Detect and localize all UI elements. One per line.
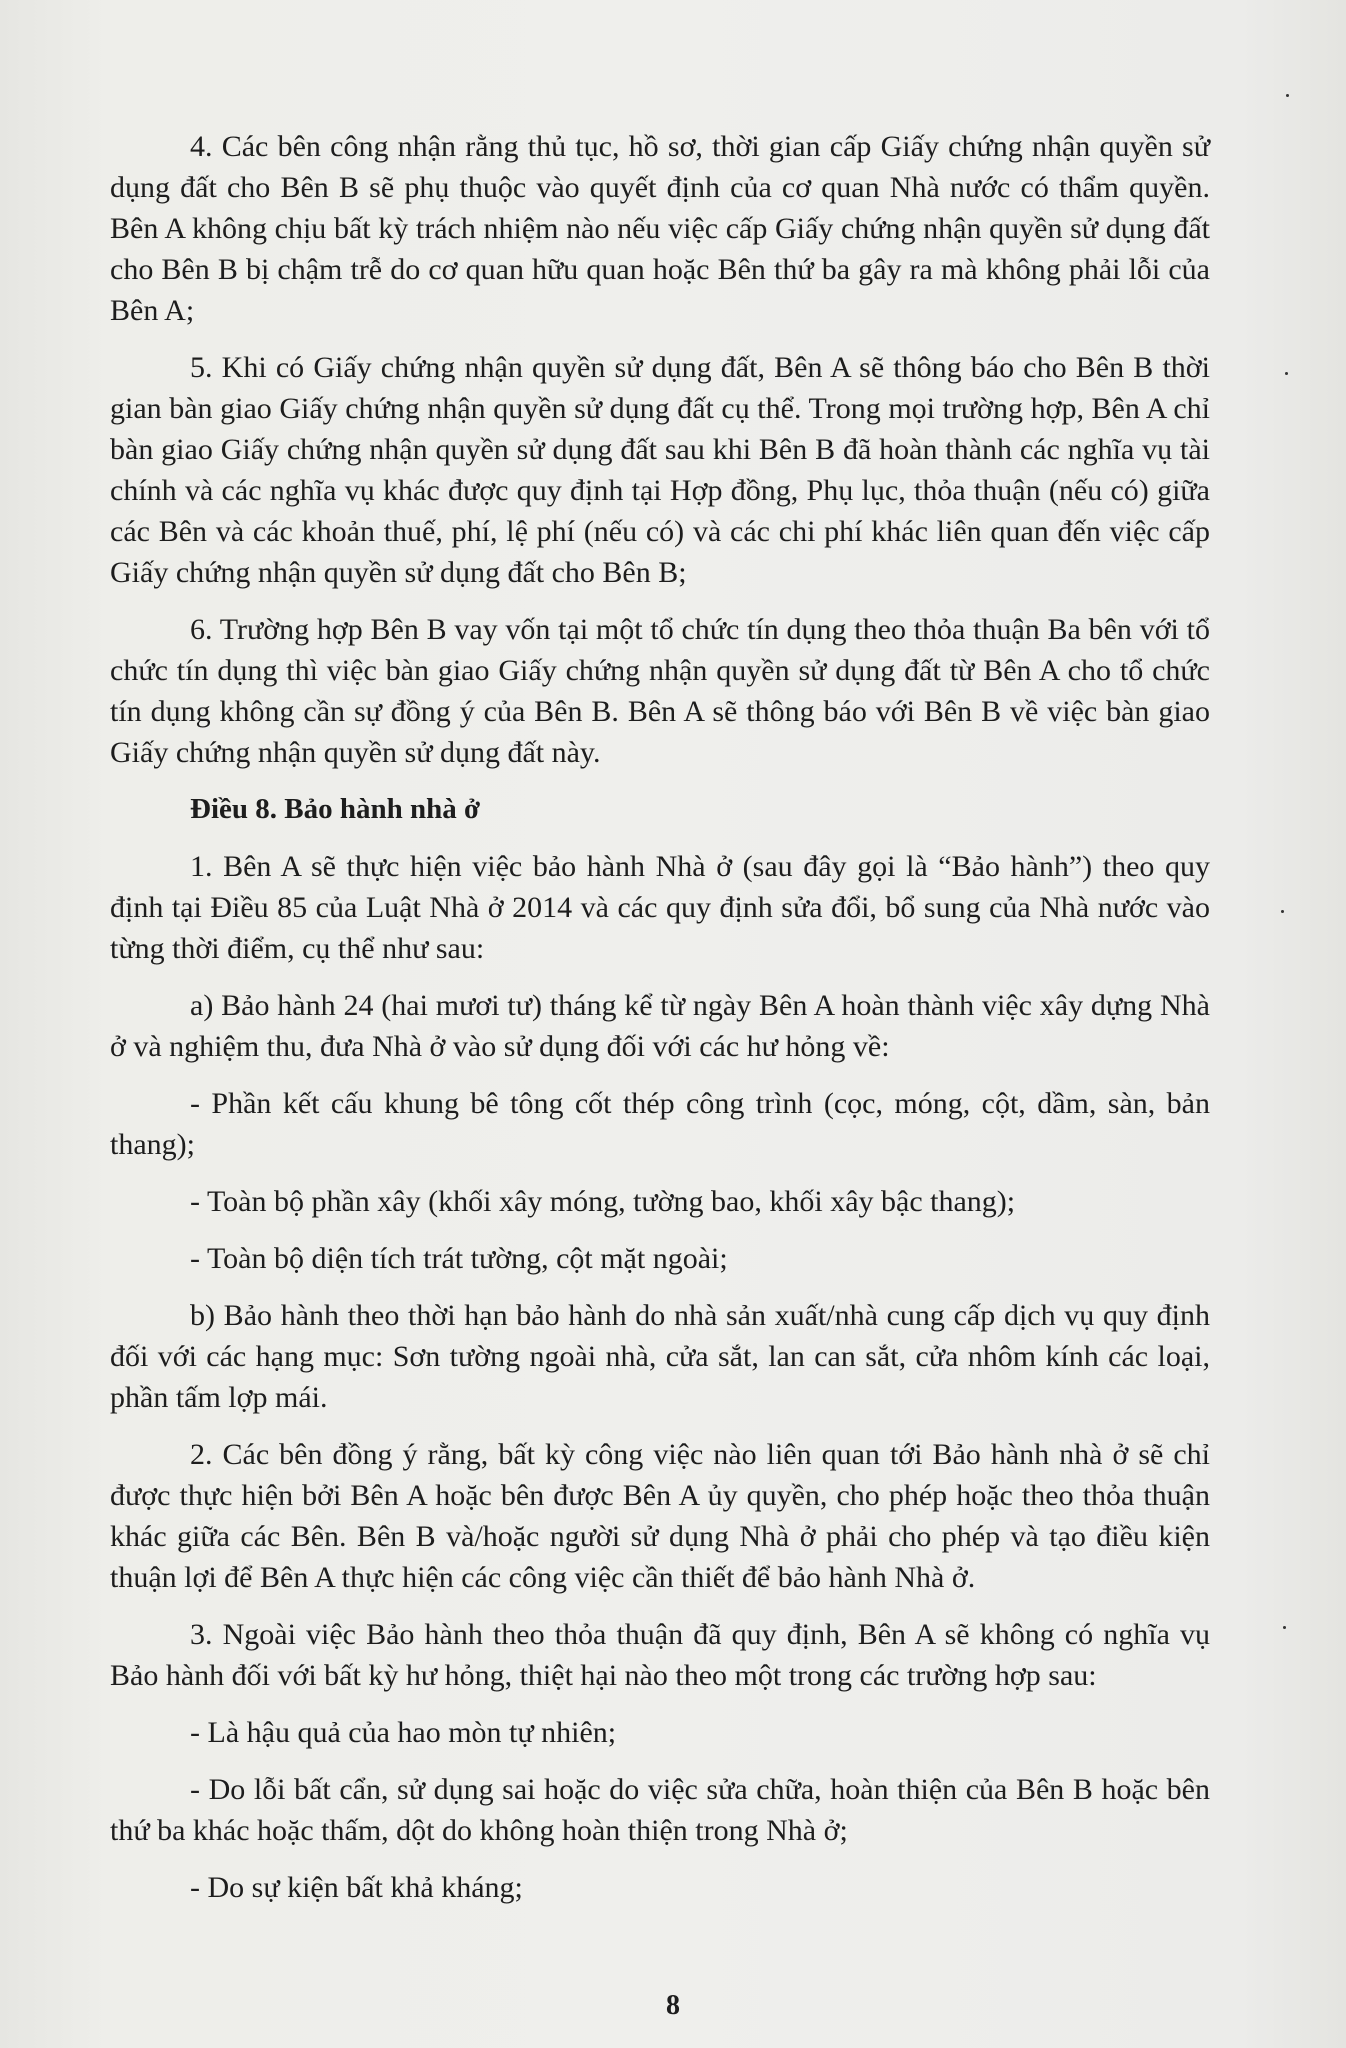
clause-5-paragraph: 5. Khi có Giấy chứng nhận quyền sử dụng đất, Bên A sẽ thông báo cho Bên B thời gian bàn giao Giấy chứng nhận quyền sử dụng đất cụ thể. Trong mọi trường hợp, Bên A chỉ bàn giao Giấy chứng nhận quyền sử dụng đất sau khi Bên B đã hoàn thành các nghĩa vụ tài chính và các nghĩa vụ khác được quy định tại Hợp đồng, Phụ lục, thỏa thuận (nếu có) giữa các Bên và các khoản thuế, phí, lệ phí (nếu có) và các chi phí khác liên quan đến việc cấp Giấy chứng nhận quyền sử dụng đất cho Bên B; — [110, 351, 1210, 589]
warranty-clause-1-paragraph: 1. Bên A sẽ thực hiện việc bảo hành Nhà ở (sau đây gọi là “Bảo hành”) theo quy định tại Điều 85 của Luật Nhà ở 2014 và các quy định sửa đổi, bổ sung của Nhà nước vào từng thời điểm, cụ thể như sau: — [110, 850, 1210, 965]
clause-4-paragraph: 4. Các bên công nhận rằng thủ tục, hồ sơ, thời gian cấp Giấy chứng nhận quyền sử dụng đất cho Bên B sẽ phụ thuộc vào quyết định của cơ quan Nhà nước có thẩm quyền. Bên A không chịu bất kỳ trách nhiệm nào nếu việc cấp Giấy chứng nhận quyền sử dụng đất cho Bên B bị chậm trễ do cơ quan hữu quan hoặc Bên thứ ba gây ra mà không phải lỗi của Bên A; — [110, 130, 1210, 327]
scan-speck — [1283, 1626, 1286, 1629]
bullet-plastering: - Toàn bộ diện tích trát tường, cột mặt ngoài; — [190, 1242, 728, 1275]
article-8-heading: Điều 8. Bảo hành nhà ở — [190, 793, 481, 825]
scan-speck — [1281, 910, 1284, 913]
bullet-natural-wear: - Là hậu quả của hao mòn tự nhiên; — [190, 1716, 617, 1749]
bullet-negligence: - Do lỗi bất cẩn, sử dụng sai hoặc do việc sửa chữa, hoàn thiện của Bên B hoặc bên thứ ba khác hoặc thấm, dột do không hoàn thiện trong Nhà ở; — [110, 1773, 1210, 1847]
bullet-frame-structure: - Phần kết cấu khung bê tông cốt thép công trình (cọc, móng, cột, dầm, sàn, bản thang); — [110, 1087, 1210, 1161]
scan-speck — [1285, 372, 1288, 375]
warranty-clause-3-paragraph: 3. Ngoài việc Bảo hành theo thỏa thuận đã quy định, Bên A sẽ không có nghĩa vụ Bảo hành đối với bất kỳ hư hỏng, thiệt hại nào theo một trong các trường hợp sau: — [110, 1618, 1210, 1692]
scan-speck — [1286, 94, 1289, 97]
bullet-masonry: - Toàn bộ phần xây (khối xây móng, tường bao, khối xây bậc thang); — [190, 1185, 1016, 1218]
document-body — [110, 126, 1210, 1924]
warranty-clause-2-paragraph: 2. Các bên đồng ý rằng, bất kỳ công việc nào liên quan tới Bảo hành nhà ở sẽ chỉ được thực hiện bởi Bên A hoặc bên được Bên A ủy quyền, cho phép hoặc theo thỏa thuận khác giữa các Bên. Bên B và/hoặc người sử dụng Nhà ở phải cho phép và tạo điều kiện thuận lợi để Bên A thực hiện các công việc cần thiết để bảo hành Nhà ở. — [110, 1438, 1210, 1594]
warranty-item-b-paragraph: b) Bảo hành theo thời hạn bảo hành do nhà sản xuất/nhà cung cấp dịch vụ quy định đối với các hạng mục: Sơn tường ngoài nhà, cửa sắt, lan can sắt, cửa nhôm kính các loại, phần tấm lợp mái. — [110, 1299, 1210, 1414]
clause-6-paragraph: 6. Trường hợp Bên B vay vốn tại một tổ chức tín dụng theo thỏa thuận Ba bên với tổ chức tín dụng thì việc bàn giao Giấy chứng nhận quyền sử dụng đất từ Bên A cho tổ chức tín dụng không cần sự đồng ý của Bên B. Bên A sẽ thông báo với Bên B về việc bàn giao Giấy chứng nhận quyền sử dụng đất này. — [110, 613, 1210, 769]
page-number: 8 — [666, 1990, 680, 2021]
warranty-item-a-paragraph: a) Bảo hành 24 (hai mươi tư) tháng kể từ ngày Bên A hoàn thành việc xây dựng Nhà ở và nghiệm thu, đưa Nhà ở vào sử dụng đối với các hư hỏng về: — [110, 989, 1210, 1063]
bullet-force-majeure: - Do sự kiện bất khả kháng; — [190, 1871, 523, 1904]
